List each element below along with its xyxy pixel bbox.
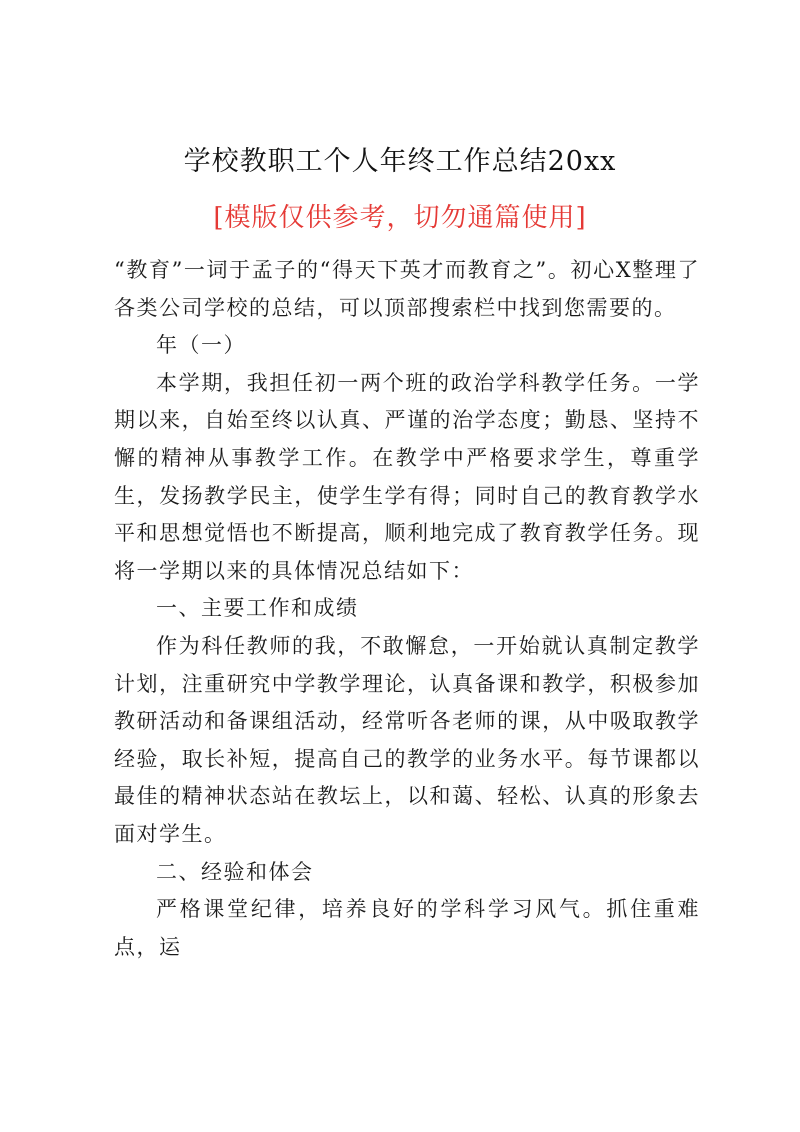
body-paragraph: 严格课堂纪律，培养良好的学科学习风气。抓住重难点，运: [114, 897, 700, 959]
body-paragraph: 作为科任教师的我，不敢懈怠，一开始就认真制定教学计划，注重研究中学教学理论，认真备课和教学，积极参加教研活动和备课组活动，经常听各老师的课，从中吸取教学经验，取长补短，提高自己的教学的业务水平。每节课都以最佳的精神状态站在教坛上，以和蔼、轻松、认真的形象去面对学生。: [114, 633, 700, 846]
intro-paragraph: “教育”一词于孟子的“得天下英才而教育之”。初心X整理了各类公司学校的总结，可以顶部搜索栏中找到您需要的。: [114, 258, 700, 320]
section-heading-main-work: 一、主要工作和成绩: [156, 596, 359, 621]
document-title: 学校教职工个人年终工作总结20xx: [183, 146, 617, 177]
document-body: [114, 252, 700, 966]
template-notice: [模版仅供参考，切勿通篇使用]: [213, 203, 587, 233]
body-paragraph: 本学期，我担任初一两个班的政治学科教学任务。一学期以来，自始至终以认真、严谨的治学态度；勤恳、坚持不懈的精神从事教学工作。在教学中严格要求学生，尊重学生，发扬教学民主，使学生学有得；同时自己的教育教学水平和思想觉悟也不断提高，顺利地完成了教育教学任务。现将一学期以来的具体情况总结如下：: [114, 370, 700, 583]
section-heading-experience: 二、经验和体会: [156, 859, 314, 884]
section-year-heading: 年（一）: [156, 333, 246, 358]
